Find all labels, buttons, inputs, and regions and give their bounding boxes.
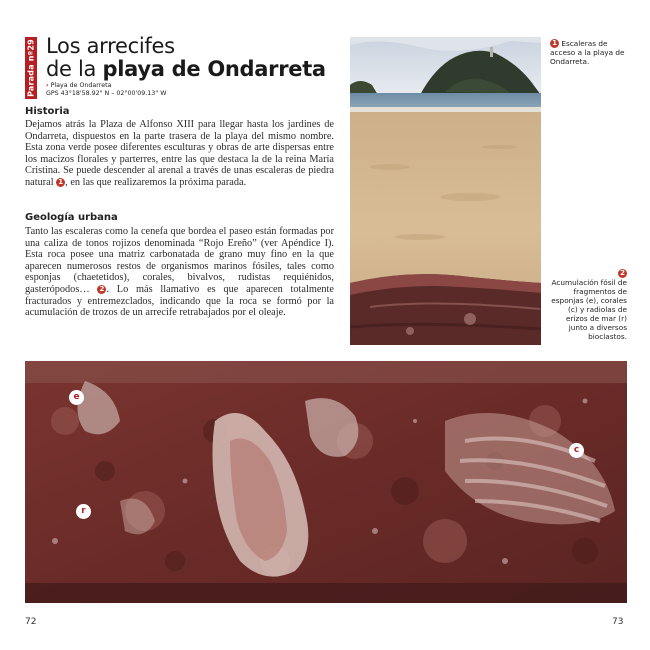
geologia-paragraph	[25, 226, 334, 319]
historia-text-after: , en las que realizaremos la próxima parada.	[65, 176, 247, 188]
stop-number-label: Parada nº29	[26, 39, 36, 97]
location-place-name: Playa de Ondarreta	[50, 82, 112, 89]
page-number-right: 73	[612, 617, 624, 627]
historia-heading: Historia	[25, 106, 70, 117]
geologia-text-after: . Lo más llamativo es que aparecen totalmente fracturados y entremezclados, indicando que la roca se formó por la acumulación de trozos de un arrecife retrabajados por el oleaje.	[25, 283, 334, 319]
label-e-sponge: e	[69, 390, 84, 405]
geologia-heading: Geología urbana	[25, 212, 118, 223]
historia-text-before: Dejamos atrás la Plaza de Alfonso XIII para llegar hasta los jardines de Ondarreta, dispuestos en la parte trasera de la playa del mismo nombre. Esta zona verde posee diferentes esculturas y obras de arte dispersas entre los macizos florales y parterres, entre las que destaca la de la reina María Cristina. Se puede descender al arenal a través de unas escaleras de piedra natural	[25, 119, 334, 188]
chevron-right-icon: ›	[46, 82, 49, 89]
page-title	[46, 35, 336, 81]
stop-number-tag	[25, 37, 37, 99]
location-place	[46, 82, 111, 89]
reference-badge-2: 2	[97, 285, 106, 294]
label-r-sea-urchin: r	[76, 504, 91, 519]
historia-paragraph	[25, 119, 334, 189]
page-number-left: 72	[25, 617, 37, 627]
beach-stairs-image	[350, 37, 541, 345]
reference-badge-1: 1	[56, 178, 65, 187]
geologia-text-before: Tanto las escaleras como la cenefa que bordea el paseo están formadas por una caliza de tonos rojizos denominada “Rojo Ereño” (ver Apéndice I). Esta roca posee una matriz carbonatada de grano muy fino en la que aparecen numerosos restos de organismos marinos fósiles, tales como esponjas (chaetetidos), corales, bivalvos, rudistas requiénidos, gasterópodos…	[25, 226, 334, 295]
title-line-1: Los arrecifes	[46, 34, 175, 58]
title-line-2-prefix: de la	[46, 57, 103, 81]
caption-badge-2: 2	[618, 269, 627, 278]
rock-closeup-photo	[25, 361, 627, 603]
caption-beach-stairs	[550, 39, 630, 66]
caption-fossil-accumulation	[549, 269, 627, 341]
gps-coordinates: GPS 43°18'58.92" N – 02°00'09.13" W	[46, 90, 167, 97]
label-c-coral: c	[569, 443, 584, 458]
beach-stairs-photo	[350, 37, 541, 345]
title-line-2	[46, 58, 336, 81]
rock-closeup-image	[25, 361, 627, 603]
caption-2-text: Acumulación fósil de fragmentos de esponjas (e), corales (c) y radiolas de erizos de mar (r) junto a diversos bioclastos.	[551, 278, 627, 341]
caption-badge-1: 1	[550, 39, 559, 48]
title-line-2-bold: playa de Ondarreta	[102, 57, 326, 81]
caption-1-text: Escaleras de acceso a la playa de Ondarreta.	[550, 39, 625, 66]
